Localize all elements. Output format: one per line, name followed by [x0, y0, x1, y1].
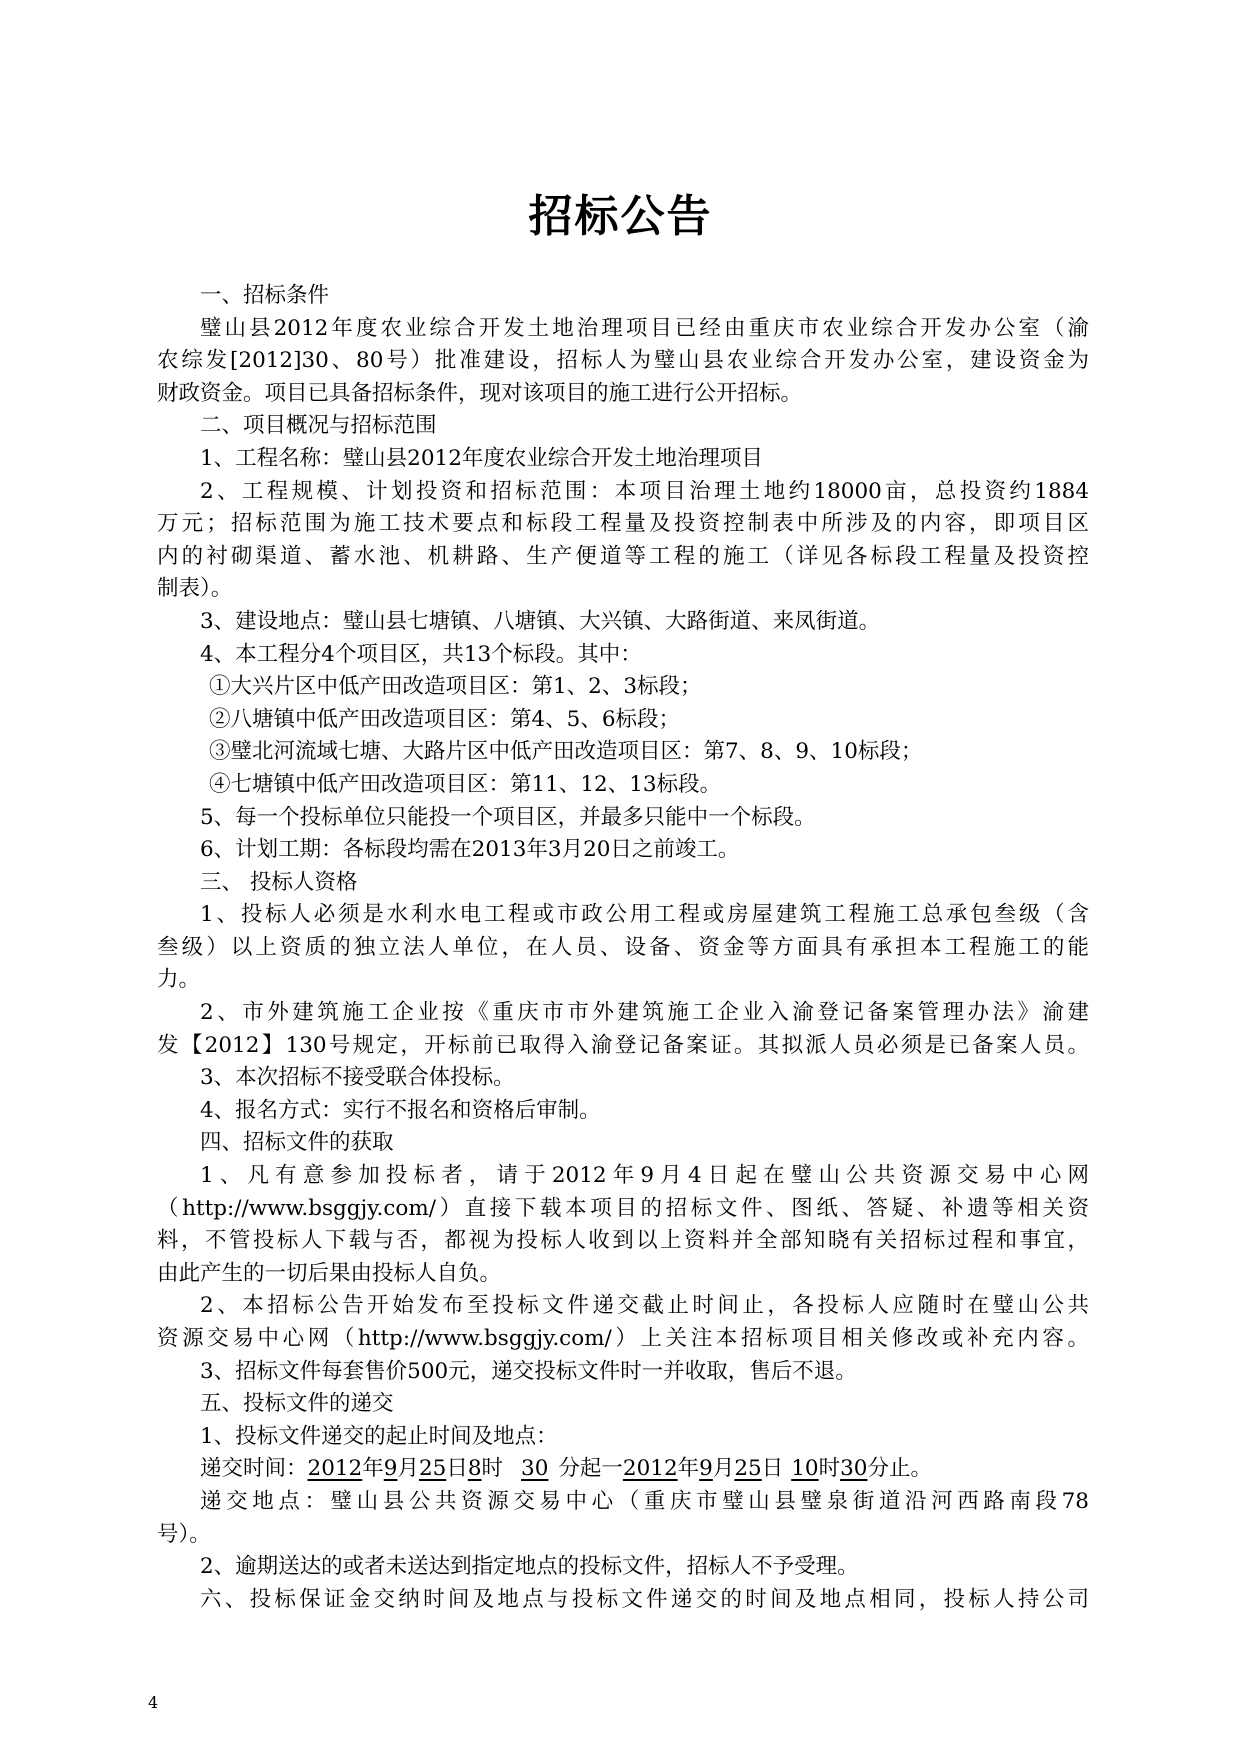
start-month: 9 — [383, 1456, 398, 1482]
paragraph-line: 1、投标文件递交的起止时间及地点： — [200, 1423, 558, 1449]
list-item: ①大兴片区中低产田改造项目区：第1、2、3标段； — [209, 674, 702, 700]
submission-time-line — [157, 1453, 1089, 1486]
end-hour: 10 — [791, 1456, 819, 1482]
text: 时 — [481, 1456, 504, 1482]
paragraph-line: 六、投标保证金交纳时间及地点与投标文件递交的时间及地点相同，投标人持公司 — [200, 1586, 1089, 1612]
paragraph-line: 2、市外建筑施工企业按《重庆市市外建筑施工企业入渝登记备案管理办法》渝建 — [200, 1000, 1089, 1026]
paragraph-line: 料，不管投标人下载与否，都视为投标人收到以上资料并全部知晓有关招标过程和事宜， — [157, 1228, 1089, 1254]
paragraph-line: 2、本招标公告开始发布至投标文件递交截止时间止，各投标人应随时在璧山公共 — [200, 1293, 1089, 1319]
section-heading-2: 二、项目概况与招标范围 — [200, 413, 437, 439]
paragraph-line: 递交地点：璧山县公共资源交易中心（重庆市璧山县璧泉街道沿河西路南段78 — [200, 1488, 1089, 1514]
paragraph-line: 财政资金。项目已具备招标条件，现对该项目的施工进行公开招标。 — [157, 380, 803, 406]
start-day: 25 — [418, 1456, 447, 1482]
paragraph-line: 璧山县2012年度农业综合开发土地治理项目已经由重庆市农业综合开发办公室（渝 — [200, 315, 1089, 341]
list-item: ③璧北河流域七塘、大路片区中低产田改造项目区：第7、8、9、10标段； — [209, 739, 923, 765]
start-year: 2012 — [307, 1456, 363, 1482]
section-heading-4: 四、招标文件的获取 — [200, 1130, 394, 1156]
paragraph-line: 3、招标文件每套售价500元，递交投标文件时一并收取，售后不退。 — [200, 1358, 857, 1384]
text: 年 — [362, 1456, 384, 1482]
end-year: 2012 — [622, 1456, 678, 1482]
section-heading-1: 一、招标条件 — [200, 283, 330, 308]
paragraph-line: （http://www.bsggjy.com/）直接下载本项目的招标文件、图纸、答疑、补遗等相关资 — [157, 1195, 1089, 1221]
submission-time-label: 递交时间： — [200, 1456, 308, 1482]
start-minute: 30 — [521, 1456, 549, 1482]
end-day: 25 — [734, 1456, 762, 1482]
paragraph-line: 叁级）以上资质的独立法人单位，在人员、设备、资金等方面具有承担本工程施工的能 — [157, 934, 1089, 960]
paragraph-line: 1、工程名称：璧山县2012年度农业综合开发土地治理项目 — [200, 445, 763, 471]
page-title: 招标公告 — [528, 191, 713, 242]
start-hour: 8 — [467, 1456, 482, 1482]
paragraph-line: 号）。 — [157, 1521, 211, 1547]
paragraph-line: 4、报名方式：实行不报名和资格后审制。 — [200, 1097, 601, 1123]
text: 日 — [761, 1456, 784, 1482]
paragraph-line: 1、投标人必须是水利水电工程或市政公用工程或房屋建筑工程施工总承包叁级（含 — [200, 902, 1089, 928]
section-heading-5: 五、投标文件的递交 — [200, 1391, 394, 1417]
text: 分起一 — [558, 1456, 623, 1482]
end-minute: 30 — [840, 1456, 868, 1482]
text: 分止。 — [867, 1456, 932, 1482]
paragraph-line: 2、工程规模、计划投资和招标范围：本项目治理土地约18000亩，总投资约1884 — [200, 478, 1089, 504]
text: 月 — [397, 1456, 419, 1482]
text: 日 — [446, 1456, 468, 1482]
paragraph-line: 资源交易中心网（http://www.bsggjy.com/）上关注本招标项目相关修改或补充内容。 — [157, 1326, 1089, 1351]
paragraph-line: 2、逾期送达的或者未送达到指定地点的投标文件，招标人不予受理。 — [200, 1554, 859, 1580]
paragraph-line: 3、建设地点：璧山县七塘镇、八塘镇、大兴镇、大路街道、来凤街道。 — [200, 608, 881, 634]
list-item: ②八塘镇中低产田改造项目区：第4、5、6标段； — [209, 706, 681, 732]
paragraph-line: 3、本次招标不接受联合体投标。 — [200, 1065, 515, 1091]
page-number: 4 — [148, 1693, 159, 1712]
text: 时 — [818, 1456, 841, 1482]
section-heading-3: 三、 投标人资格 — [200, 869, 358, 895]
end-month: 9 — [699, 1456, 713, 1482]
paragraph-line: 4、本工程分4个项目区，共13个标段。其中： — [200, 641, 642, 667]
paragraph-line: 制表）。 — [157, 576, 233, 602]
document-body — [157, 280, 1089, 1616]
paragraph-line: 农综发[2012]30、80号）批准建设，招标人为璧山县农业综合开发办公室，建设资金为 — [157, 348, 1089, 374]
paragraph-line: 5、每一个投标单位只能投一个项目区，并最多只能中一个标段。 — [200, 804, 816, 830]
text: 月 — [712, 1456, 735, 1482]
text: 年 — [677, 1456, 700, 1482]
paragraph-line: 1、凡有意参加投标者，请于2012年9月4日起在璧山公共资源交易中心网 — [200, 1163, 1089, 1189]
paragraph-line: 万元；招标范围为施工技术要点和标段工程量及投资控制表中所涉及的内容，即项目区 — [157, 511, 1089, 537]
paragraph-line: 发【2012】130号规定，开标前已取得入渝登记备案证。其拟派人员必须是已备案人员。 — [157, 1032, 1089, 1058]
list-item: ④七塘镇中低产田改造项目区：第11、12、13标段。 — [209, 771, 722, 797]
paragraph-line: 内的衬砌渠道、蓄水池、机耕路、生产便道等工程的施工（详见各标段工程量及投资控 — [157, 543, 1089, 569]
paragraph-line: 力。 — [157, 967, 201, 993]
paragraph-line: 由此产生的一切后果由投标人自负。 — [157, 1260, 502, 1286]
paragraph-line: 6、计划工期：各标段均需在2013年3月20日之前竣工。 — [200, 837, 740, 863]
